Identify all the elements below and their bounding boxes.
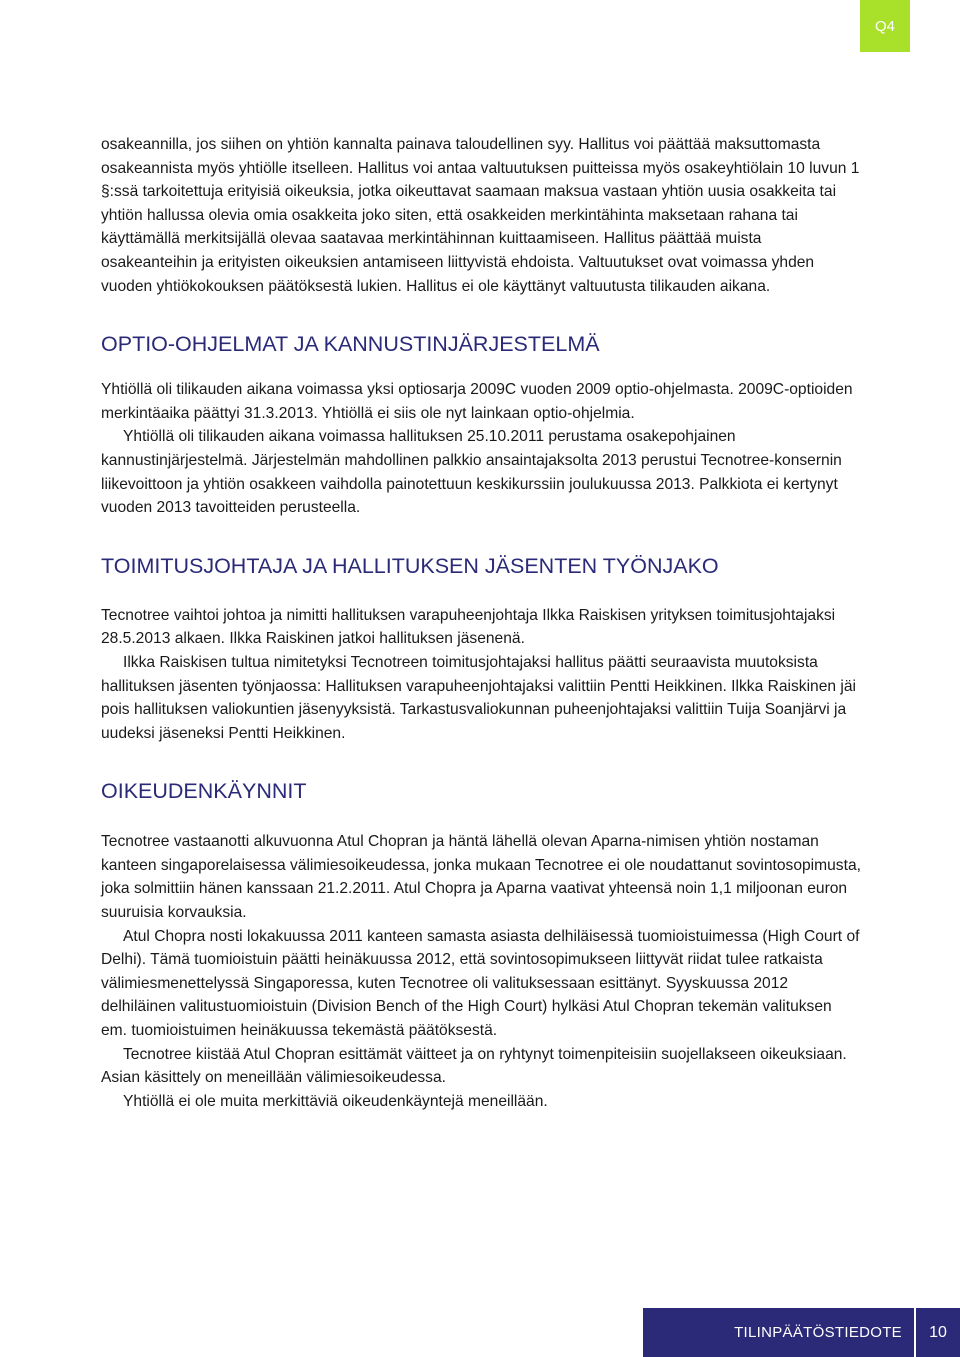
option-programs-paragraph-2: Yhtiöllä oli tilikauden aikana voimassa hallituksen 25.10.2011 perustama osakepohjainen kannustinjärjestelmä. Järjestelmän mahdollinen palkkio ansaintajaksolta 2013 perustui Tecnotree-konsernin liikevoittoon ja yhtiön osakkeen vaihdolla painotettuun keskikurssiin joulukuussa 2013. Palkkiota ei kertynyt vuoden 2013 tavoitteiden perusteella. [101,428,842,517]
page-footer [643,1308,960,1357]
document-body [101,133,861,1113]
page-number: 10 [914,1308,960,1357]
litigation-paragraph-3: Tecnotree kiistää Atul Chopran esittämät väitteet ja on ryhtynyt toimenpiteisiin suojellakseen oikeuksiaan. Asian käsittely on meneillään välimiesoikeudessa. [101,1045,847,1087]
litigation-paragraph-2: Atul Chopra nosti lokakuussa 2011 kanteen samasta asiasta delhiläisessä tuomioistuimessa (High Court of Delhi). Tämä tuomioistuin päätti heinäkuussa 2012, että sovintosopimukseen liittyvät riidat tulee ratkaista välimiesmenettelyssä Singaporessa, kuten Tecnotree oli valituksessaan esittänyt. Syyskuussa 2012 delhiläinen valitustuomioistuin (Division Bench of the High Court) hylkäsi Atul Chopran tekemän valituksen em. tuomioistuimen heinäkuussa tekemästä päätöksestä. [101,927,860,1040]
quarter-badge: Q4 [860,0,910,52]
heading-litigation: OIKEUDENKÄYNNIT [101,779,307,804]
heading-option-programs: OPTIO-OHJELMAT JA KANNUSTINJÄRJESTELMÄ [101,332,600,357]
ceo-board-paragraph-2: Ilkka Raiskisen tultua nimitetyksi Tecnotreen toimitusjohtajaksi hallitus päätti seuraavista muutoksista hallituksen jäsenten työnjaossa: Hallituksen varapuheenjohtajaksi valittiin Pentti Heikkinen. Ilkka Raiskinen jäi pois hallituksen valiokuntien jäsenyyksistä. Tarkastusvaliokunnan puheenjohtajaksi valittiin Tuija Soanjärvi ja uudeksi jäseneksi Pentti Heikkinen. [101,653,856,742]
footer-document-label: TILINPÄÄTÖSTIEDOTE [734,1324,902,1341]
litigation-paragraph-1: Tecnotree vastaanotti alkuvuonna Atul Chopran ja häntä lähellä olevan Aparna-nimisen yhtiön nostaman kanteen singaporelaisessa välimiesoikeudessa, jonka mukaan Tecnotree ei ole noudattanut sovintosopimusta, joka solmittiin hänen kanssaan 21.2.2011. Atul Chopra ja Aparna vaativat yhteensä noin 1,1 miljoonan euron suuruisia korvauksia. [101,833,861,922]
litigation-paragraph-4: Yhtiöllä ei ole muita merkittäviä oikeudenkäyntejä meneillään. [123,1092,548,1110]
ceo-board-paragraph-1: Tecnotree vaihtoi johtoa ja nimitti hallituksen varapuheenjohtaja Ilkka Raiskisen yrityksen toimitusjohtajaksi 28.5.2013 alkaen. Ilkka Raiskinen jatkoi hallituksen jäsenenä. [101,606,836,648]
option-programs-paragraph-1: Yhtiöllä oli tilikauden aikana voimassa yksi optiosarja 2009C vuoden 2009 optio-ohjelmasta. 2009C-optioiden merkintäaika päättyi 31.3.2013. Yhtiöllä ei siis ole nyt lainkaan optio-ohjelmia. [101,381,853,422]
intro-paragraph: osakeannilla, jos siihen on yhtiön kannalta painava taloudellinen syy. Hallitus voi päättää maksuttomasta osakeannista myös yhtiölle itselleen. Hallitus voi antaa valtuutuksen puitteissa myös osakeyhtiölain 10 luvun 1 §:ssä tarkoitettuja erityisiä oikeuksia, jotka oikeuttavat saamaan maksua vastaan yhtiön uusia osakkeita tai yhtiön hallussa olevia omia osakkeita joko siten, että osakkeiden merkintähinta maksetaan rahana tai käyttämällä merkitsijällä olevaa saatavaa merkintähinnan kuittaamiseen. Hallitus päättää muista osakeanteihin ja erityisten oikeuksien antamiseen liittyvistä ehdoista. Valtuutukset ovat voimassa yhden vuoden yhtiökokouksen päätöksestä lukien. Hallitus ei ole käyttänyt valtuutusta tilikauden aikana. [101,136,860,295]
heading-ceo-board-division: TOIMITUSJOHTAJA JA HALLITUKSEN JÄSENTEN TYÖNJAKO [101,553,719,578]
